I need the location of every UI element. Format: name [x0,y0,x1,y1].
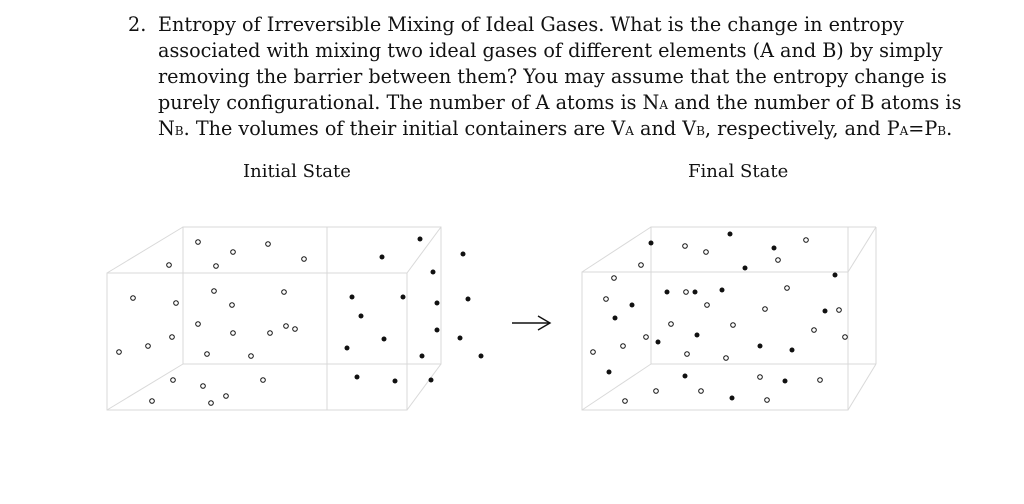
line-4-text: purely configurational. The number of A atoms is N [158,91,660,114]
line-5-text-2: and V [633,117,697,140]
container-b [327,227,441,410]
container-b-back-face [327,227,441,364]
problem-line-2: associated with mixing two ideal gases of different elements (A and B) by simply [158,39,943,62]
gas-a-atoms [117,240,307,406]
subscript-a: A [625,124,634,138]
line-5-text-1: . The volumes of their initial containers are V [183,117,626,140]
problem-line-1: Entropy of Irreversible Mixing of Ideal Gases. What is the change in entropy [158,13,904,36]
n-letter: N [158,117,175,140]
final-container [582,227,876,410]
line-5-end: . [946,117,953,140]
final-state-label: Final State [688,161,789,182]
problem-line-3: removing the barrier between them? You may assume that the entropy change is [158,65,947,88]
mixed-b-atoms [607,232,838,401]
problem-number: 2. [128,13,147,36]
mixing-arrow-icon [512,316,550,330]
line-5-text-4: =P [908,117,938,140]
subscript-a: A [659,98,669,112]
subscript-b: B [937,124,947,138]
container-a [107,227,327,410]
subscript-b: B [696,124,705,138]
gas-b-atoms [345,237,484,384]
container-b-front-face [327,273,407,410]
final-container-front-face [582,272,848,410]
container-a-back-face [183,227,327,364]
final-container-back-face [651,227,848,364]
initial-state-label: Initial State [243,161,351,182]
line-5-text-3: , respectively, and P [704,117,900,140]
line-4-continued: and the number of B atoms is [668,91,962,114]
subscript-b: B [174,124,184,138]
subscript-a: A [899,124,909,138]
